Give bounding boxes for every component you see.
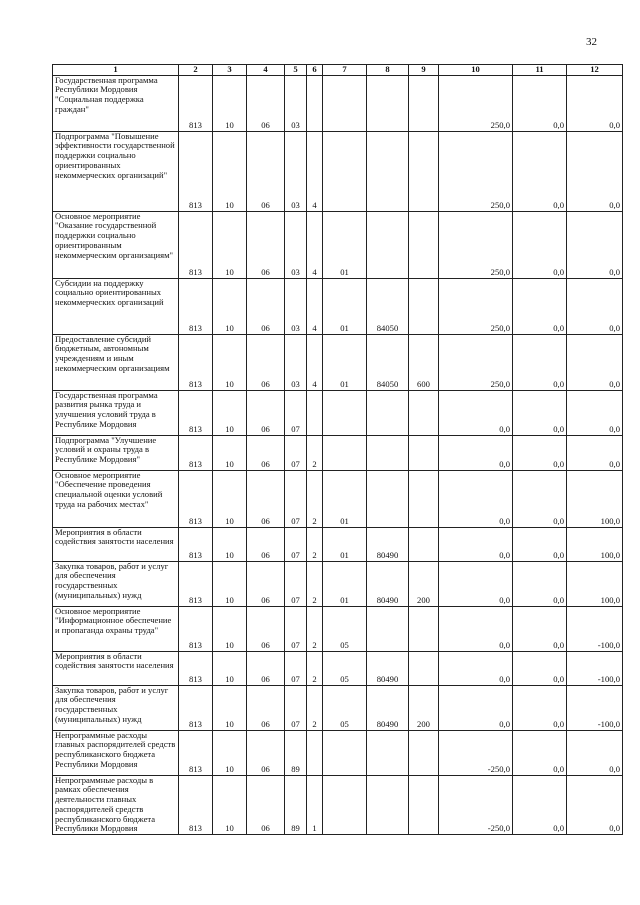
code-cell: 05 — [323, 685, 367, 730]
table-row — [53, 435, 623, 470]
code-cell: 06 — [247, 278, 285, 334]
code-cell: 10 — [213, 278, 247, 334]
code-cell: 813 — [179, 527, 213, 561]
code-cell: 10 — [213, 730, 247, 775]
code-cell — [409, 390, 439, 435]
code-cell — [323, 730, 367, 775]
amount-cell: 0,0 — [513, 561, 567, 606]
code-cell: 06 — [247, 606, 285, 651]
code-cell: 06 — [247, 651, 285, 685]
code-cell: 06 — [247, 211, 285, 278]
code-cell: 1 — [307, 775, 323, 834]
table-row — [53, 211, 623, 278]
code-cell — [367, 775, 409, 834]
amount-cell: 0,0 — [567, 131, 623, 211]
amount-cell: 0,0 — [567, 334, 623, 390]
code-cell: 10 — [213, 75, 247, 131]
table-row — [53, 775, 623, 834]
code-cell: 06 — [247, 527, 285, 561]
code-cell: 01 — [323, 527, 367, 561]
amount-cell: 250,0 — [439, 211, 513, 278]
column-header: 7 — [323, 65, 367, 76]
table-header-row — [53, 65, 623, 76]
row-name: Непрограммные расходы в рамках обеспечения деятельности главных распорядителей средств республиканского бюджета Республики Мордовия — [53, 775, 179, 834]
table-row — [53, 131, 623, 211]
code-cell: 2 — [307, 527, 323, 561]
amount-cell: 0,0 — [513, 527, 567, 561]
column-header: 4 — [247, 65, 285, 76]
code-cell: 10 — [213, 606, 247, 651]
code-cell — [367, 211, 409, 278]
code-cell — [323, 131, 367, 211]
code-cell: 813 — [179, 390, 213, 435]
code-cell: 89 — [285, 775, 307, 834]
code-cell: 05 — [323, 606, 367, 651]
code-cell: 813 — [179, 131, 213, 211]
code-cell: 84050 — [367, 278, 409, 334]
table-row — [53, 75, 623, 131]
budget-table — [52, 64, 623, 835]
row-name: Основное мероприятие "Информационное обеспечение и пропаганда охраны труда" — [53, 606, 179, 651]
code-cell: 813 — [179, 685, 213, 730]
code-cell — [367, 470, 409, 527]
amount-cell: 0,0 — [513, 211, 567, 278]
code-cell: 2 — [307, 685, 323, 730]
column-header: 2 — [179, 65, 213, 76]
amount-cell: 0,0 — [567, 211, 623, 278]
code-cell: 03 — [285, 211, 307, 278]
code-cell: 813 — [179, 75, 213, 131]
code-cell: 813 — [179, 211, 213, 278]
amount-cell: 0,0 — [567, 390, 623, 435]
code-cell: 89 — [285, 730, 307, 775]
code-cell: 07 — [285, 527, 307, 561]
code-cell: 4 — [307, 278, 323, 334]
table-row — [53, 334, 623, 390]
code-cell — [323, 75, 367, 131]
row-name: Основное мероприятие "Оказание государственной поддержки социально ориентированным некоммерческим организациям" — [53, 211, 179, 278]
code-cell: 05 — [323, 651, 367, 685]
code-cell — [409, 775, 439, 834]
code-cell — [323, 390, 367, 435]
amount-cell: 0,0 — [513, 775, 567, 834]
code-cell — [367, 131, 409, 211]
amount-cell: 0,0 — [439, 685, 513, 730]
table-row — [53, 730, 623, 775]
code-cell: 06 — [247, 561, 285, 606]
column-header: 9 — [409, 65, 439, 76]
page-number: 32 — [586, 36, 597, 48]
column-header: 11 — [513, 65, 567, 76]
amount-cell: -100,0 — [567, 651, 623, 685]
amount-cell: 0,0 — [439, 651, 513, 685]
code-cell: 200 — [409, 685, 439, 730]
amount-cell: 250,0 — [439, 334, 513, 390]
row-name: Субсидии на поддержку социально ориентированных некоммерческих организаций — [53, 278, 179, 334]
code-cell: 07 — [285, 606, 307, 651]
code-cell: 10 — [213, 131, 247, 211]
amount-cell: 0,0 — [439, 527, 513, 561]
code-cell: 200 — [409, 561, 439, 606]
amount-cell: 0,0 — [513, 651, 567, 685]
code-cell: 10 — [213, 651, 247, 685]
code-cell: 10 — [213, 561, 247, 606]
code-cell: 80490 — [367, 561, 409, 606]
code-cell: 2 — [307, 606, 323, 651]
code-cell — [409, 730, 439, 775]
code-cell — [307, 730, 323, 775]
column-header: 3 — [213, 65, 247, 76]
row-name: Государственная программа развития рынка труда и улучшения условий труда в Республике Мордовия — [53, 390, 179, 435]
column-header: 8 — [367, 65, 409, 76]
code-cell — [323, 775, 367, 834]
code-cell — [367, 390, 409, 435]
code-cell: 813 — [179, 334, 213, 390]
code-cell — [409, 470, 439, 527]
code-cell: 10 — [213, 334, 247, 390]
row-name: Мероприятия в области содействия занятости населения — [53, 527, 179, 561]
amount-cell: 0,0 — [567, 775, 623, 834]
code-cell: 813 — [179, 651, 213, 685]
table-row — [53, 606, 623, 651]
code-cell: 03 — [285, 131, 307, 211]
code-cell — [409, 651, 439, 685]
code-cell: 813 — [179, 730, 213, 775]
code-cell: 07 — [285, 435, 307, 470]
row-name: Подпрограмма "Повышение эффективности государственной поддержки социально ориентированных некоммерческих организаций" — [53, 131, 179, 211]
code-cell: 06 — [247, 390, 285, 435]
code-cell — [409, 211, 439, 278]
code-cell: 03 — [285, 278, 307, 334]
code-cell: 813 — [179, 561, 213, 606]
code-cell: 01 — [323, 470, 367, 527]
row-name: Основное мероприятие "Обеспечение проведения специальной оценки условий труда на рабочих местах" — [53, 470, 179, 527]
code-cell: 06 — [247, 131, 285, 211]
amount-cell: 0,0 — [439, 606, 513, 651]
amount-cell: -100,0 — [567, 606, 623, 651]
code-cell: 813 — [179, 278, 213, 334]
amount-cell: 0,0 — [439, 435, 513, 470]
amount-cell: 0,0 — [567, 75, 623, 131]
code-cell: 07 — [285, 390, 307, 435]
table-row — [53, 527, 623, 561]
table-row — [53, 651, 623, 685]
code-cell — [409, 278, 439, 334]
amount-cell: 0,0 — [513, 606, 567, 651]
code-cell — [367, 730, 409, 775]
row-name: Предоставление субсидий бюджетным, автономным учреждениям и иным некоммерческим организациям — [53, 334, 179, 390]
amount-cell: 0,0 — [513, 435, 567, 470]
code-cell: 813 — [179, 606, 213, 651]
code-cell — [367, 606, 409, 651]
code-cell: 06 — [247, 470, 285, 527]
amount-cell: 0,0 — [567, 435, 623, 470]
table-row — [53, 390, 623, 435]
code-cell — [409, 527, 439, 561]
code-cell — [367, 75, 409, 131]
code-cell: 01 — [323, 561, 367, 606]
code-cell: 01 — [323, 278, 367, 334]
code-cell: 600 — [409, 334, 439, 390]
amount-cell: 250,0 — [439, 131, 513, 211]
row-name: Подпрограмма "Улучшение условий и охраны труда в Республике Мордовия" — [53, 435, 179, 470]
code-cell: 2 — [307, 470, 323, 527]
column-header: 12 — [567, 65, 623, 76]
code-cell: 80490 — [367, 651, 409, 685]
amount-cell: 0,0 — [513, 730, 567, 775]
amount-cell: 0,0 — [439, 470, 513, 527]
amount-cell: 0,0 — [513, 75, 567, 131]
amount-cell: 100,0 — [567, 561, 623, 606]
table-row — [53, 278, 623, 334]
code-cell: 07 — [285, 470, 307, 527]
amount-cell: 100,0 — [567, 527, 623, 561]
row-name: Закупка товаров, работ и услуг для обеспечения государственных (муниципальных) нужд — [53, 561, 179, 606]
code-cell: 813 — [179, 435, 213, 470]
amount-cell: 0,0 — [567, 278, 623, 334]
row-name: Закупка товаров, работ и услуг для обеспечения государственных (муниципальных) нужд — [53, 685, 179, 730]
code-cell: 10 — [213, 470, 247, 527]
code-cell: 2 — [307, 561, 323, 606]
code-cell: 4 — [307, 131, 323, 211]
amount-cell: 0,0 — [513, 470, 567, 527]
code-cell: 01 — [323, 334, 367, 390]
table-row — [53, 470, 623, 527]
code-cell: 06 — [247, 435, 285, 470]
code-cell: 03 — [285, 75, 307, 131]
code-cell: 2 — [307, 435, 323, 470]
code-cell: 10 — [213, 211, 247, 278]
code-cell: 10 — [213, 435, 247, 470]
code-cell — [307, 390, 323, 435]
row-name: Мероприятия в области содействия занятости населения — [53, 651, 179, 685]
column-header: 5 — [285, 65, 307, 76]
code-cell: 84050 — [367, 334, 409, 390]
amount-cell: 0,0 — [567, 730, 623, 775]
column-header: 6 — [307, 65, 323, 76]
column-header: 10 — [439, 65, 513, 76]
amount-cell: 250,0 — [439, 75, 513, 131]
table-row — [53, 685, 623, 730]
code-cell — [409, 435, 439, 470]
code-cell: 07 — [285, 651, 307, 685]
amount-cell: 0,0 — [513, 278, 567, 334]
code-cell: 06 — [247, 334, 285, 390]
row-name: Государственная программа Республики Мордовия "Социальная поддержка граждан" — [53, 75, 179, 131]
amount-cell: -250,0 — [439, 775, 513, 834]
code-cell — [307, 75, 323, 131]
code-cell: 10 — [213, 390, 247, 435]
amount-cell: 0,0 — [439, 390, 513, 435]
amount-cell: 0,0 — [513, 131, 567, 211]
code-cell: 06 — [247, 75, 285, 131]
code-cell: 80490 — [367, 685, 409, 730]
code-cell: 813 — [179, 470, 213, 527]
code-cell: 07 — [285, 685, 307, 730]
code-cell: 10 — [213, 775, 247, 834]
code-cell: 813 — [179, 775, 213, 834]
amount-cell: -250,0 — [439, 730, 513, 775]
column-header: 1 — [53, 65, 179, 76]
code-cell: 2 — [307, 651, 323, 685]
amount-cell: 0,0 — [513, 390, 567, 435]
amount-cell: 0,0 — [513, 685, 567, 730]
code-cell — [323, 435, 367, 470]
row-name: Непрограммные расходы главных распорядителей средств республиканского бюджета Республики Мордовия — [53, 730, 179, 775]
code-cell: 01 — [323, 211, 367, 278]
code-cell: 07 — [285, 561, 307, 606]
code-cell: 4 — [307, 334, 323, 390]
amount-cell: 100,0 — [567, 470, 623, 527]
code-cell — [367, 435, 409, 470]
amount-cell: 0,0 — [513, 334, 567, 390]
amount-cell: 250,0 — [439, 278, 513, 334]
code-cell: 06 — [247, 685, 285, 730]
code-cell: 10 — [213, 685, 247, 730]
amount-cell: 0,0 — [439, 561, 513, 606]
code-cell: 06 — [247, 775, 285, 834]
code-cell — [409, 606, 439, 651]
code-cell: 4 — [307, 211, 323, 278]
code-cell: 80490 — [367, 527, 409, 561]
code-cell — [409, 131, 439, 211]
code-cell: 06 — [247, 730, 285, 775]
amount-cell: -100,0 — [567, 685, 623, 730]
code-cell: 10 — [213, 527, 247, 561]
code-cell — [409, 75, 439, 131]
code-cell: 03 — [285, 334, 307, 390]
table-row — [53, 561, 623, 606]
